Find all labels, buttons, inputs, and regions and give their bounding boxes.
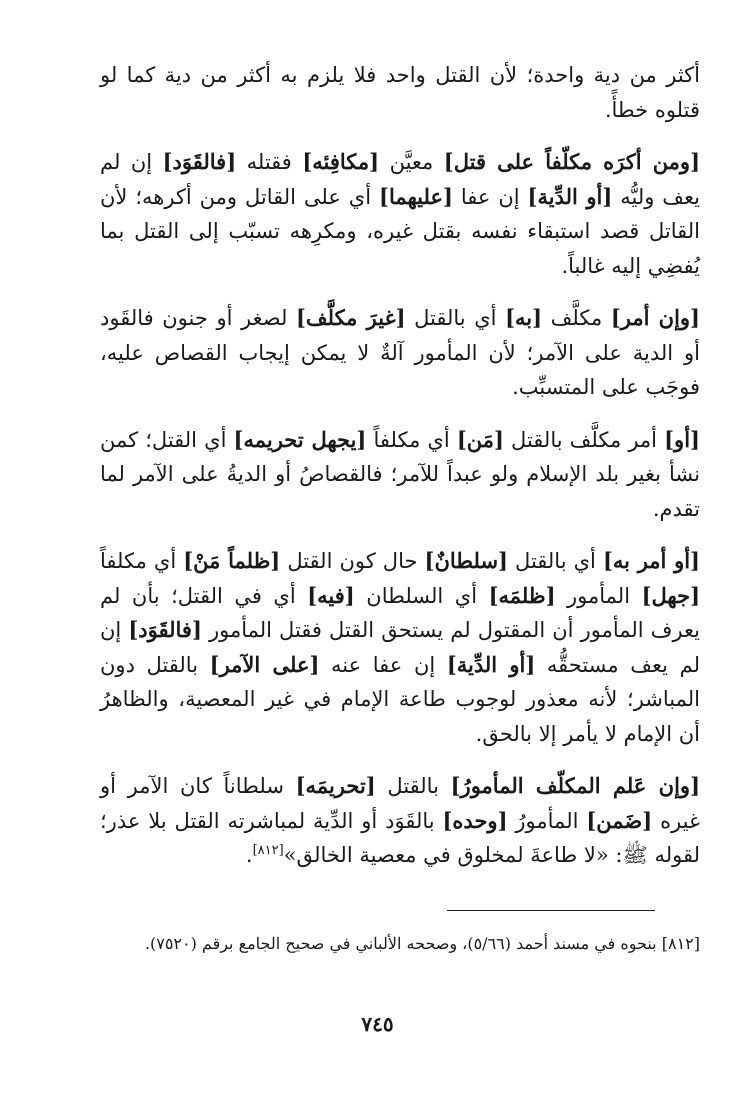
matn-term: [وحده] <box>442 807 508 833</box>
page-number: ٧٤٥ <box>361 1012 394 1036</box>
sharh-text: مكلَّف <box>542 306 611 330</box>
paragraph-order-non-mukallaf <box>100 301 700 405</box>
sharh-text: أي بالقتل <box>507 549 603 573</box>
sharh-text: إن لم يعف وليُّه <box>100 150 701 209</box>
matn-term: [غيرَ مكلَّف] <box>295 305 406 330</box>
sharh-text: بالقتل دون المباشر؛ لأنه معذور لوجوب طاعة الإمام في غير المعصية، والظاهرُ أن الإمام لا يأمر إلا بالحق. <box>100 652 700 746</box>
matn-term: [عليهما] <box>379 183 453 209</box>
sharh-text: المأمورُ <box>507 808 587 833</box>
paragraph-coercion <box>100 145 700 283</box>
sharh-text: أي مكلفاً <box>100 549 184 573</box>
matn-term: [وإن عَلم المكلّف المأمورُ] <box>450 773 700 798</box>
matn-term: [فالقَوَد] <box>128 617 202 642</box>
matn-term: [به] <box>505 305 543 330</box>
matn-term: [جهل] <box>641 582 700 608</box>
matn-term: [أو] <box>664 426 700 452</box>
sharh-text: بالقتل <box>375 774 451 798</box>
matn-term: [أو أمر به] <box>602 548 700 573</box>
matn-term: [فيه] <box>307 582 355 608</box>
sharh-text: بالقَوَد أو الدِّية لمباشرته القتل بلا عذر؛ لقوله ﷺ: «لا طاعةَ لمخلوق في معصية الخالق» <box>100 808 700 867</box>
paragraph-order-sultan <box>100 544 700 751</box>
sharh-text: حال كون القتل <box>280 549 425 573</box>
matn-term: [أو الدِّية] <box>446 651 536 677</box>
sharh-text: أي القتل؛ كمن نشأ بغير بلد الإسلام ولو عبداً للآمر؛ فالقصاصُ أو الديةُ على الآمر لما تقدم. <box>100 427 700 521</box>
sharh-text: أي السلطان <box>354 583 489 608</box>
footnote-reference[interactable]: [٨١٢] <box>252 843 284 858</box>
sharh-text: أي بالقتل <box>405 306 506 330</box>
sharh-text: معيَّن <box>379 150 444 174</box>
matn-term: [مَن] <box>456 426 504 452</box>
sharh-text: إن عفا عنه <box>319 652 447 677</box>
sharh-text: أمر مكلَّف بالقتل <box>503 427 665 452</box>
paragraph-knowing-subordinate <box>100 769 700 873</box>
sharh-text: سلطاناً كان الآمر أو غيره <box>100 774 700 833</box>
sharh-text: أي على القاتل ومن أكرهه؛ لأن القاتل قصد استبقاء نفسه بقتل غيره، ومكرِهه تسبّب إلى القتل بما يُفضِي إليه غالباً. <box>100 184 700 278</box>
p5-end: . <box>245 843 253 867</box>
matn-term: [على الآمر] <box>209 651 320 677</box>
sharh-text: المأمور <box>555 583 642 608</box>
paragraph-order-ignorant <box>100 423 700 527</box>
matn-term: [ضَمن] <box>586 807 653 833</box>
matn-term: [ظلماً مَنْ] <box>183 548 281 573</box>
matn-term: [فالقَوَد] <box>162 149 237 174</box>
sharh-text: لصغر أو جنون فالقَود أو الدية على الآمر؛ لأن المأمور آلةٌ لا يمكن إيجاب القصاص عليه، فوجَب على المتسبِّب. <box>100 306 700 399</box>
p5-body <box>100 774 700 867</box>
sharh-text: أي مكلفاً <box>366 427 457 452</box>
matn-term: [وإن أمر] <box>610 305 700 330</box>
matn-term: [تحريمَه] <box>295 773 376 798</box>
matn-term: [أو الدِّية] <box>527 183 613 209</box>
matn-term: [ومن أكرَه مكلّفاً على قتل] <box>443 149 701 174</box>
matn-term: [ظلمَه] <box>488 582 556 608</box>
footnote-divider <box>447 910 655 911</box>
sharh-text: إن عفا <box>452 184 528 209</box>
sharh-text: أي في القتل؛ بأن لم يعرف المأمور أن المقتول لم يستحق القتل فقتل المأمور <box>100 583 701 642</box>
footnote: [٨١٢] بنحوه في مسند أحمد (٥/٦٦)، وصححه الألباني في صحيح الجامع برقم (٧٥٢٠). <box>144 934 700 953</box>
matn-term: [سلطانٌ] <box>424 548 508 573</box>
sharh-text: إن لم يعف مستحقُّه <box>100 618 700 677</box>
page-body <box>100 58 700 891</box>
matn-term: [مكافِئه] <box>302 149 380 174</box>
sharh-text: فقتله <box>236 150 303 174</box>
paragraph-intro: أكثر من دية واحدة؛ لأن القتل واحد فلا يلزم به أكثر من دية كما لو قتلوه خطأً. <box>100 63 700 122</box>
matn-term: [يجهل تحريمه] <box>233 426 367 452</box>
